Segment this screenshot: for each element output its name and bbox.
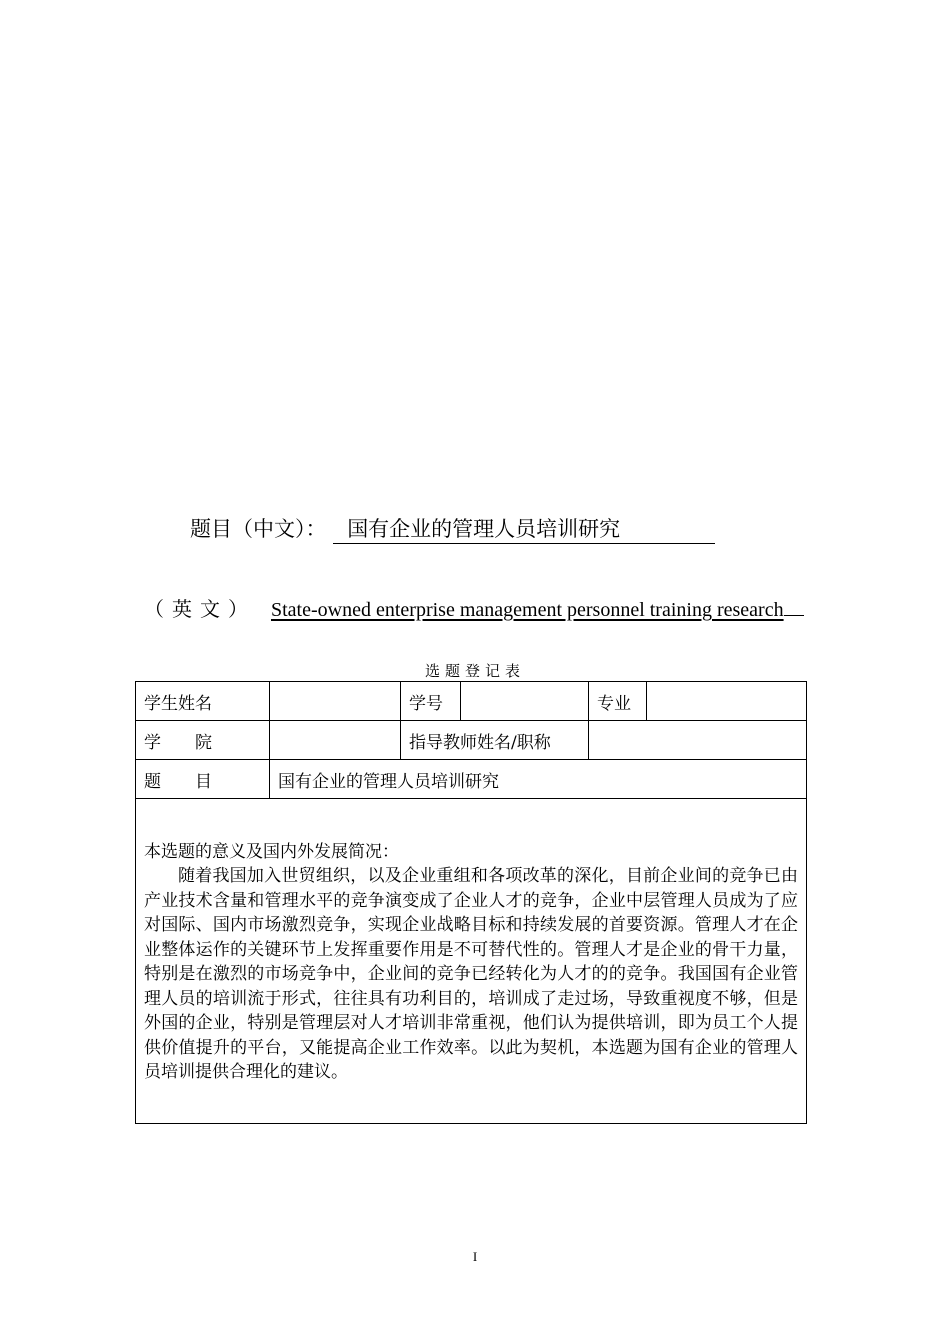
major-field[interactable] (647, 682, 807, 721)
english-title-line (144, 591, 806, 628)
student-name-field[interactable] (270, 682, 401, 721)
chinese-title-value: 国有企业的管理人员培训研究 (333, 515, 715, 544)
page-number: I (472, 1249, 478, 1264)
topic-field[interactable]: 国有企业的管理人员培训研究 (270, 760, 807, 799)
form-row-college (136, 721, 807, 760)
topic-label (136, 760, 270, 799)
college-label-part-1: 学 (144, 732, 161, 753)
advisor-label: 指导教师姓名/职称 (401, 721, 589, 760)
college-label (136, 721, 270, 760)
form-row-significance (136, 799, 807, 1124)
significance-paragraph: 随着我国加入世贸组织，以及企业重组和各项改革的深化，目前企业间的竞争已由产业技术含量和管理水平的竞争演变成了企业人才的竞争，企业中层管理人员成为了应对国际、国内市场激烈竞争，实现企业战略目标和持续发展的首要资源。管理人才在企业整体运作的关键环节上发挥重要作用是不可替代性的。管理人才是企业的骨干力量，特别是在激烈的市场竞争中，企业间的竞争已经转化为人才的的竞争。我国国有企业管理人员的培训流于形式，往往具有功利目的，培训成了走过场，导致重视度不够，但是外国的企业，特别是管理层对人才培训非常重视，他们认为提供培训，即为员工个人提供价值提升的平台，又能提高企业工作效率。以此为契机，本选题为国有企业的管理人员培训提供合理化的建议。 (144, 866, 798, 1082)
form-row-topic (136, 760, 807, 799)
college-label-part-2: 院 (195, 732, 212, 753)
chinese-title-line (190, 513, 715, 544)
significance-cell[interactable] (136, 799, 807, 1124)
student-id-label: 学号 (401, 682, 461, 721)
advisor-field[interactable] (589, 721, 807, 760)
chinese-title-label: 题目（中文）： (190, 517, 327, 541)
significance-heading: 本选题的意义及国内外发展简况： (144, 841, 399, 862)
college-field[interactable] (270, 721, 401, 760)
english-title-value: State-owned enterprise management personnel training research (271, 599, 784, 621)
form-caption: 选题登记表 (424, 662, 525, 680)
major-label: 专业 (589, 682, 647, 721)
form-row-student (136, 682, 807, 721)
student-name-label: 学生姓名 (136, 682, 270, 721)
student-id-field[interactable] (461, 682, 589, 721)
english-title-underline (784, 597, 804, 616)
topic-label-part-2: 目 (195, 771, 212, 792)
topic-label-part-1: 题 (144, 771, 161, 792)
english-title-label: （英文） (144, 597, 256, 621)
registration-form-table (135, 681, 807, 1124)
